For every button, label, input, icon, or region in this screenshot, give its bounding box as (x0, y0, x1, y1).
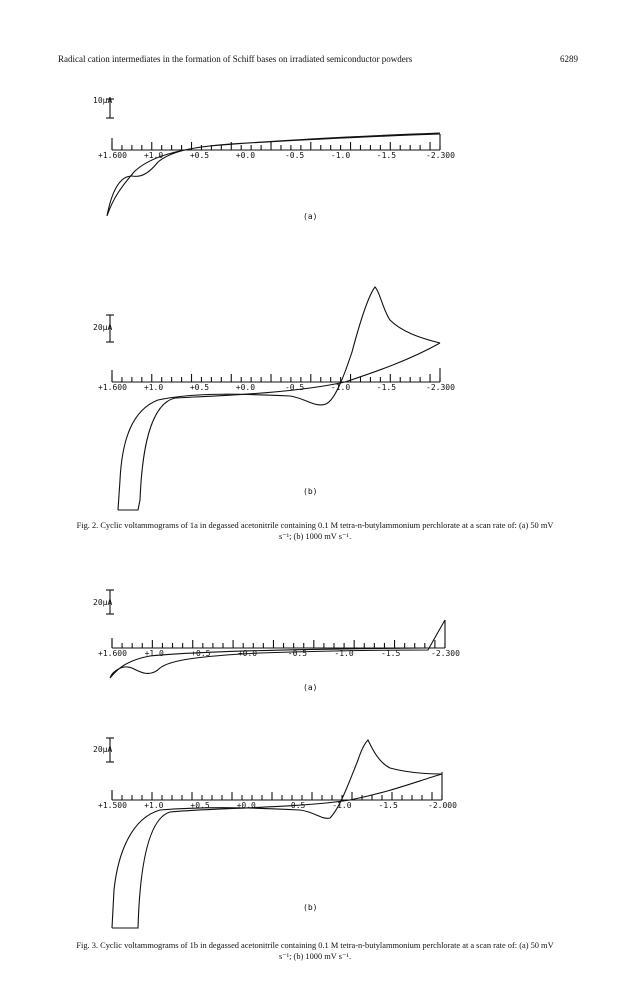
fig2a-scale-label: 10µA (93, 96, 113, 105)
fig2b-axis (112, 368, 440, 382)
fig2-caption (70, 520, 560, 542)
tick-label: +0.0 (235, 383, 256, 392)
fig3b-scale-label: 20µA (93, 745, 113, 754)
tick-label: -0.5 (287, 649, 308, 658)
tick-label: +1.0 (144, 801, 164, 810)
fig2a-panel-label: (a) (303, 212, 318, 221)
fig3a-axis (112, 620, 445, 648)
tick-label: -1.5 (376, 383, 397, 392)
tick-label: +0.0 (237, 649, 258, 658)
tick-label: +1.600 (98, 649, 127, 658)
tick-label: +1.0 (143, 383, 164, 392)
tick-label: -2.000 (428, 801, 457, 810)
tick-label: +0.0 (236, 801, 256, 810)
tick-label: +0.5 (189, 383, 210, 392)
fig3b-voltammogram-curve (112, 740, 442, 928)
tick-label: -2.300 (431, 649, 460, 658)
tick-label: -1.5 (381, 649, 401, 658)
tick-label: +0.5 (190, 801, 210, 810)
tick-label: -1.0 (334, 649, 354, 658)
tick-label: -0.5 (284, 383, 305, 392)
tick-label: +0.5 (191, 649, 211, 658)
tick-label: +0.5 (189, 151, 210, 160)
tick-label: +0.0 (235, 151, 256, 160)
tick-label: +1.600 (98, 383, 127, 392)
tick-label: +1.0 (143, 151, 164, 160)
fig3a-scale-label: 20µA (93, 598, 113, 607)
tick-label: -1.5 (378, 801, 398, 810)
running-head-title: Radical cation intermediates in the formation of Schiff bases on irradiated semiconductor powders (58, 54, 413, 64)
tick-label: -1.0 (330, 151, 351, 160)
fig3a-panel-label: (a) (303, 683, 318, 692)
tick-label: +1.500 (98, 801, 127, 810)
page-number: 6289 (560, 54, 578, 64)
tick-label: +1.0 (144, 649, 164, 658)
tick-label: -1.5 (376, 151, 397, 160)
fig3-caption-lead: Fig. 3. (76, 941, 99, 950)
fig3-caption-text: Cyclic voltammograms of 1b in degassed acetonitrile containing 0.1 M tetra-n-butylammonium perchlorate at a scan rate of: (a) 50 mV s⁻¹; (b) 1000 mV s⁻¹. (100, 941, 554, 961)
tick-label: -1.0 (332, 801, 352, 810)
tick-label: -0.5 (286, 801, 306, 810)
tick-label: -2.300 (426, 383, 455, 392)
tick-label: -1.0 (330, 383, 351, 392)
tick-label: -0.5 (284, 151, 305, 160)
fig3-caption (70, 940, 560, 962)
fig2b-voltammogram-curve (118, 287, 440, 510)
fig2b-panel-label: (b) (303, 487, 318, 496)
tick-label: -2.300 (426, 151, 455, 160)
fig3b-axis (112, 772, 442, 800)
fig2-caption-text: Cyclic voltammograms of 1a in degassed acetonitrile containing 0.1 M tetra-n-butylammonium perchlorate at a scan rate of: (a) 50 mV s⁻¹; (b) 1000 mV s⁻¹. (100, 521, 554, 541)
fig3b-panel-label: (b) (303, 903, 318, 912)
fig2-caption-lead: Fig. 2. (76, 521, 99, 530)
fig2b-scale-label: 20µA (93, 323, 113, 332)
tick-label: +1.600 (98, 151, 127, 160)
